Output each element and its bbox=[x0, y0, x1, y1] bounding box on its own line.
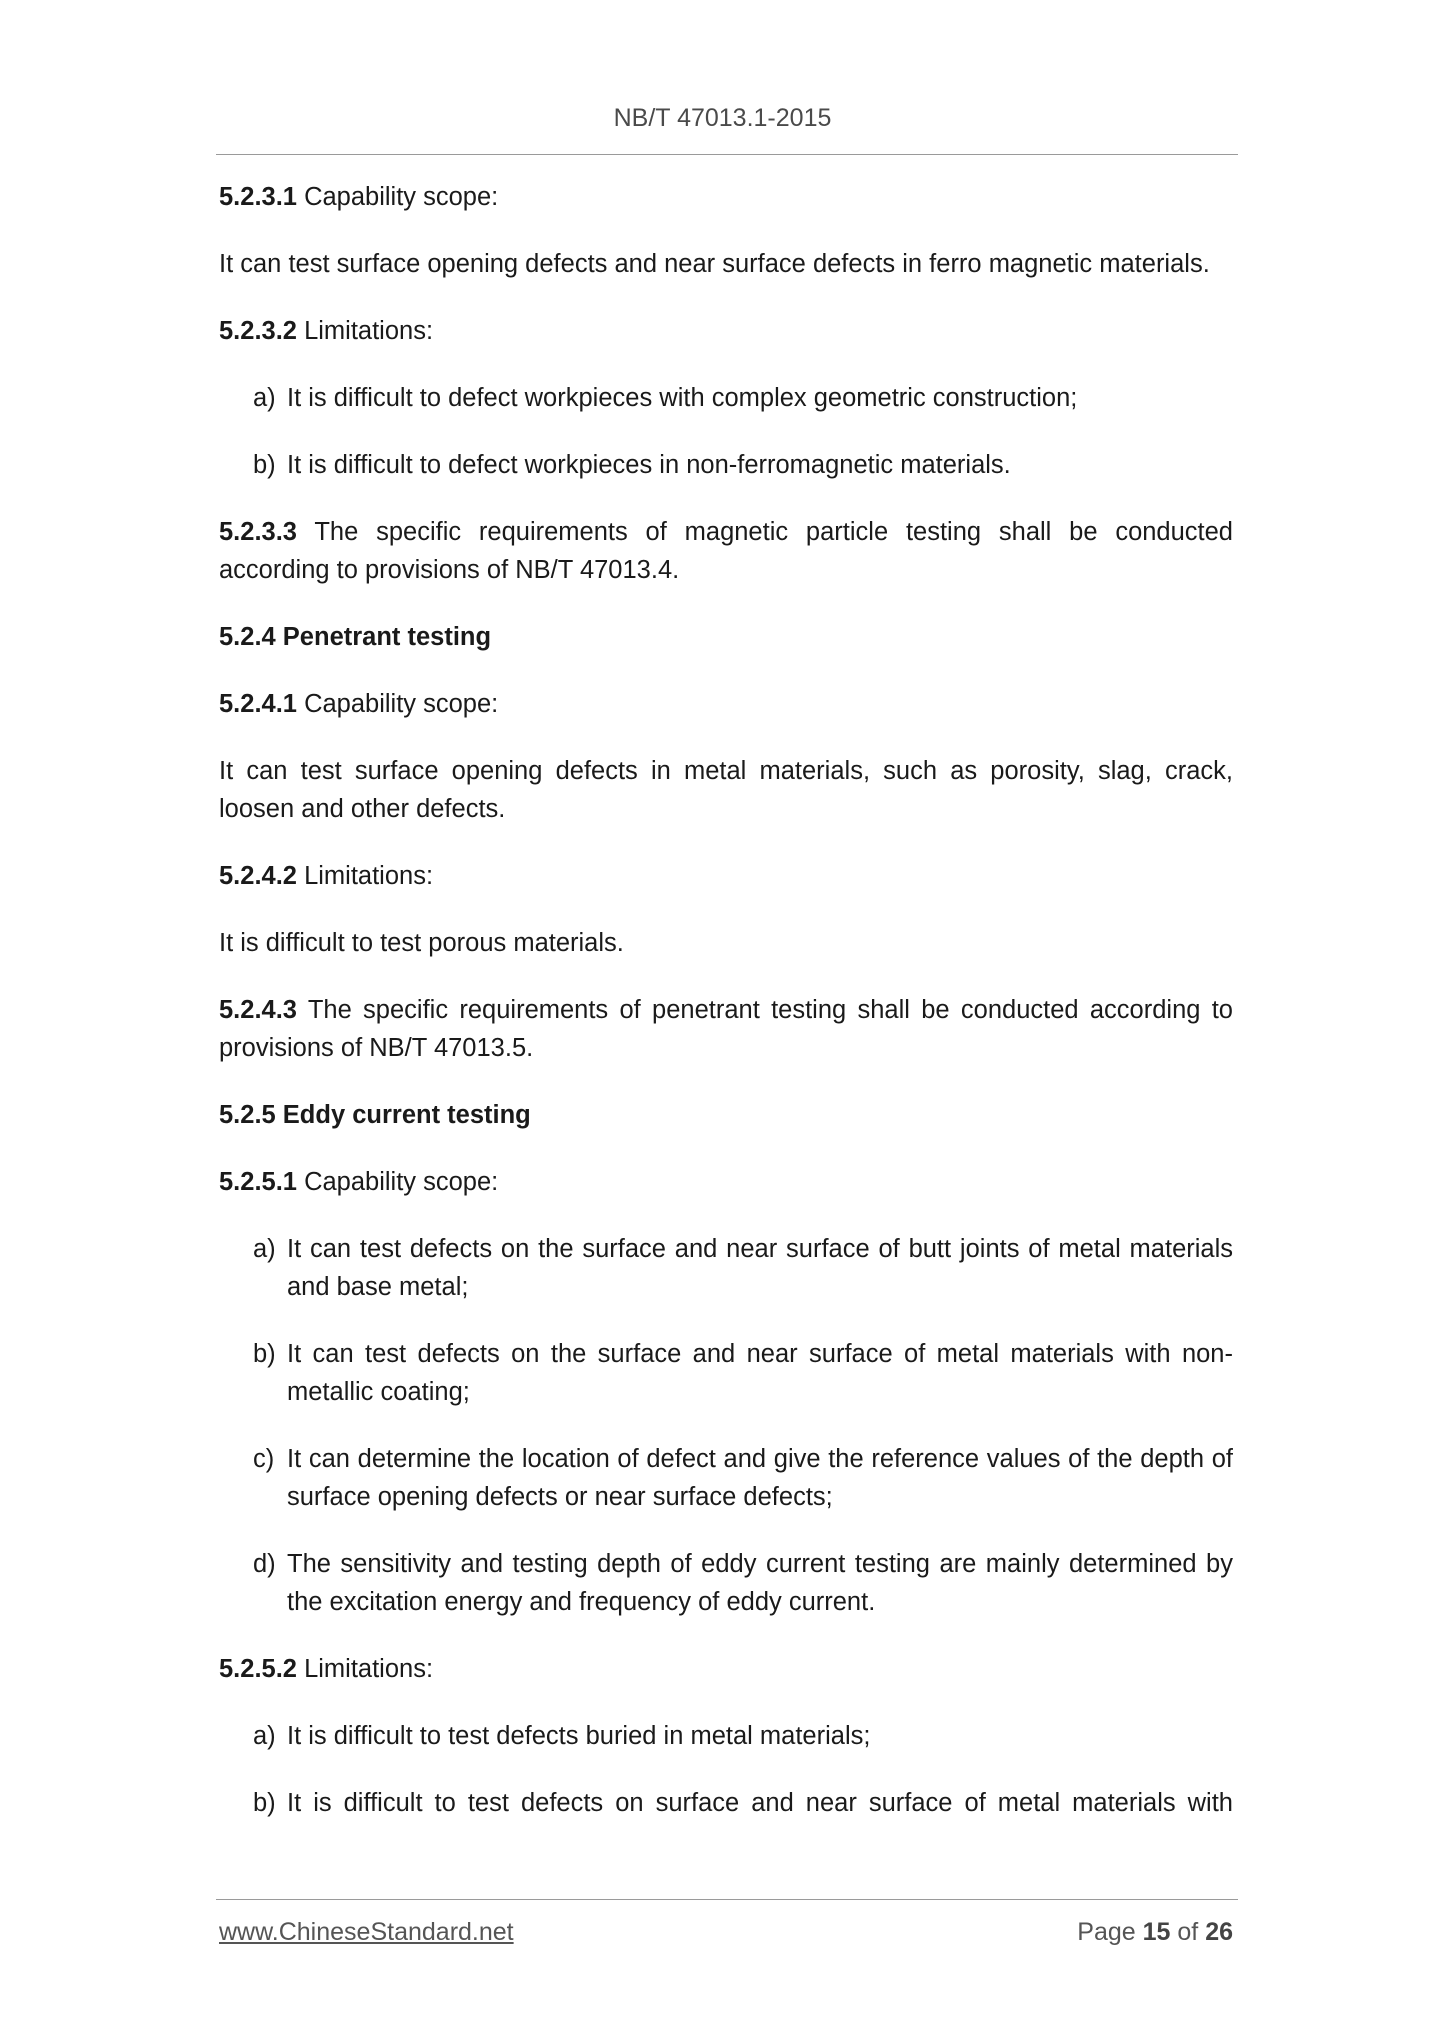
clause-5-2-3-3 bbox=[219, 513, 1233, 589]
list-item bbox=[253, 379, 1233, 417]
clause-number: 5.2.5.1 bbox=[219, 1168, 297, 1196]
list-item bbox=[253, 1440, 1233, 1516]
footer-divider bbox=[216, 1899, 1238, 1900]
list-item-text: It is difficult to test defects on surface and near surface of metal materials with bbox=[287, 1789, 1233, 1817]
list-item-text: It is difficult to defect workpieces in non-ferromagnetic materials. bbox=[287, 451, 1011, 479]
clause-number: 5.2.3.1 bbox=[219, 183, 297, 211]
document-header-code: NB/T 47013.1-2015 bbox=[613, 104, 832, 132]
clause-number: 5.2.4.2 bbox=[219, 862, 297, 890]
list-marker: b) bbox=[253, 1789, 276, 1817]
list-item-text: The sensitivity and testing depth of eddy current testing are mainly determined by the excitation energy and frequency of eddy current. bbox=[287, 1550, 1233, 1616]
list-item bbox=[253, 1717, 1233, 1755]
clause-5-2-4-1 bbox=[219, 685, 1233, 723]
header-divider bbox=[216, 154, 1238, 155]
list-marker: b) bbox=[253, 1340, 276, 1368]
list-item bbox=[253, 1784, 1233, 1822]
clause-5-2-4-3 bbox=[219, 991, 1233, 1067]
clause-label: Capability scope: bbox=[296, 183, 499, 211]
clause-5-2-3-1 bbox=[219, 178, 1233, 216]
list-item-text: It is difficult to test defects buried in metal materials; bbox=[287, 1722, 871, 1750]
paragraph: It can test surface opening defects and near surface defects in ferro magnetic materials. bbox=[219, 250, 1210, 278]
list-marker: a) bbox=[253, 1722, 276, 1750]
clause-number: 5.2.4.1 bbox=[219, 690, 297, 718]
page-body bbox=[219, 178, 1233, 1851]
clause-label: Limitations: bbox=[296, 862, 434, 890]
clause-number: 5.2.3.3 bbox=[219, 518, 297, 546]
clause-number: 5.2.3.2 bbox=[219, 317, 297, 345]
clause-text: The specific requirements of penetrant testing shall be conducted according to provisions of NB/T 47013.5. bbox=[219, 996, 1233, 1062]
page-current: 15 bbox=[1142, 1918, 1171, 1946]
clause-5-2-3-2 bbox=[219, 312, 1233, 350]
list-item bbox=[253, 446, 1233, 484]
clause-5-2-5-2 bbox=[219, 1650, 1233, 1688]
list-marker: a) bbox=[253, 1235, 276, 1263]
page-of: of bbox=[1170, 1918, 1206, 1946]
list-item-text: It can determine the location of defect and give the reference values of the depth of surface opening defects or near surface defects; bbox=[287, 1445, 1233, 1511]
list-marker: a) bbox=[253, 384, 276, 412]
clause-number: 5.2.4.3 bbox=[219, 996, 297, 1024]
section-heading-5-2-5: 5.2.5 Eddy current testing bbox=[219, 1101, 531, 1129]
list-marker: c) bbox=[253, 1445, 275, 1473]
clause-label: Capability scope: bbox=[296, 1168, 499, 1196]
list-item bbox=[253, 1335, 1233, 1411]
clause-label: Limitations: bbox=[296, 317, 434, 345]
list-item bbox=[253, 1230, 1233, 1306]
website-link[interactable]: www.ChineseStandard.net bbox=[219, 1918, 514, 1946]
list-item-text: It can test defects on the surface and near surface of butt joints of metal materials and base metal; bbox=[287, 1235, 1233, 1301]
list-marker: b) bbox=[253, 451, 276, 479]
paragraph: It is difficult to test porous materials. bbox=[219, 929, 624, 957]
clause-label: Limitations: bbox=[296, 1655, 434, 1683]
clause-text: The specific requirements of magnetic particle testing shall be conducted according to provisions of NB/T 47013.4. bbox=[219, 518, 1233, 584]
page-prefix: Page bbox=[1077, 1918, 1143, 1946]
paragraph: It can test surface opening defects in metal materials, such as porosity, slag, crack, loosen and other defects. bbox=[219, 757, 1233, 823]
list-item bbox=[253, 1545, 1233, 1621]
page-number bbox=[1077, 1918, 1233, 1947]
clause-5-2-4-2 bbox=[219, 857, 1233, 895]
list-item-text: It can test defects on the surface and near surface of metal materials with non-metallic coating; bbox=[287, 1340, 1233, 1406]
clause-number: 5.2.5.2 bbox=[219, 1655, 297, 1683]
clause-label: Capability scope: bbox=[296, 690, 499, 718]
list-item-text: It is difficult to defect workpieces with complex geometric construction; bbox=[287, 384, 1078, 412]
section-heading-5-2-4: 5.2.4 Penetrant testing bbox=[219, 623, 492, 651]
list-marker: d) bbox=[253, 1550, 276, 1578]
page-total: 26 bbox=[1205, 1918, 1233, 1946]
clause-5-2-5-1 bbox=[219, 1163, 1233, 1201]
